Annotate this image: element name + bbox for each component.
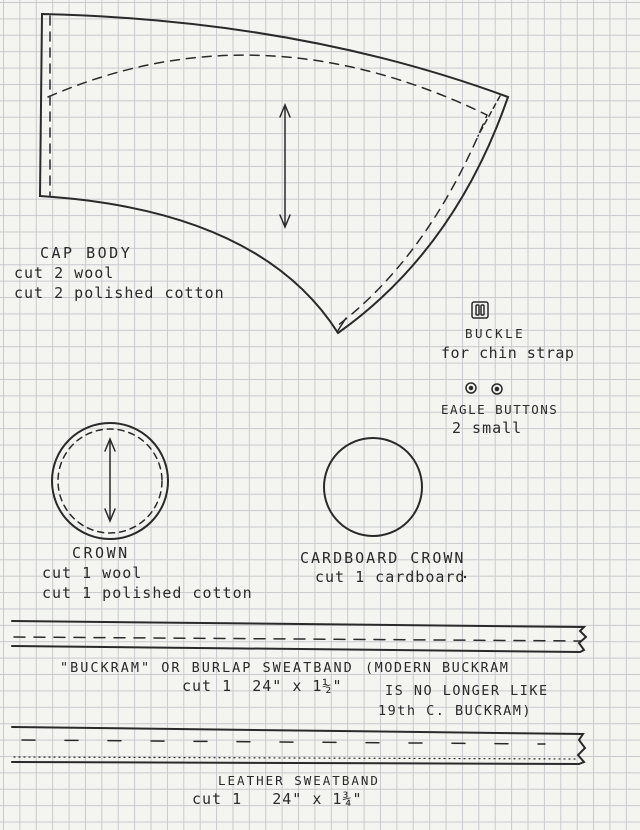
leather-sweatband-stitch-line bbox=[14, 757, 578, 759]
cap-body-cut-1: cut 2 wool bbox=[14, 264, 115, 282]
cap-body-seam-right bbox=[478, 96, 500, 136]
cardboard-crown-title: CARDBOARD CROWN bbox=[300, 549, 466, 567]
buckram-sweatband-seam bbox=[14, 637, 581, 641]
cardboard-crown-outline bbox=[324, 438, 422, 536]
eagle-buttons-title: EAGLE BUTTONS bbox=[441, 402, 559, 417]
eagle-button-icon-left bbox=[466, 383, 476, 393]
buckram-note-1: (MODERN BUCKRAM bbox=[365, 660, 510, 676]
buckle-note: for chin strap bbox=[441, 344, 575, 362]
crown-grainline-icon bbox=[105, 439, 115, 521]
crown-title: CROWN bbox=[72, 544, 130, 562]
buckle-title: BUCKLE bbox=[465, 326, 526, 341]
buckram-sweatband-cut: cut 1 24" x 1½" bbox=[182, 677, 343, 695]
buckram-sweatband-strip bbox=[12, 621, 586, 652]
leather-sweatband-dashes bbox=[22, 740, 545, 744]
cardboard-crown-cut: cut 1 cardboard bbox=[315, 568, 466, 586]
leather-sweatband-strip bbox=[12, 727, 585, 764]
buckram-sweatband-title: "BUCKRAM" OR BURLAP SWEATBAND bbox=[60, 660, 354, 676]
cap-body-grainline-icon bbox=[280, 105, 290, 227]
cap-body-title: CAP BODY bbox=[40, 244, 133, 262]
buckle-icon bbox=[472, 302, 488, 318]
buckram-note-2: IS NO LONGER LIKE bbox=[385, 683, 549, 699]
cap-body-cut-2: cut 2 polished cotton bbox=[14, 284, 225, 302]
eagle-button-icon-right bbox=[492, 384, 502, 394]
leather-sweatband-title: LEATHER SWEATBAND bbox=[218, 773, 380, 788]
eagle-buttons-note: 2 small bbox=[452, 419, 523, 437]
crown-cut-2: cut 1 polished cotton bbox=[42, 584, 253, 602]
crown-cut-1: cut 1 wool bbox=[42, 564, 143, 582]
buckram-note-3: 19th C. BUCKRAM) bbox=[378, 703, 533, 719]
leather-sweatband-cut: cut 1 24" x 1¾" bbox=[192, 790, 363, 808]
